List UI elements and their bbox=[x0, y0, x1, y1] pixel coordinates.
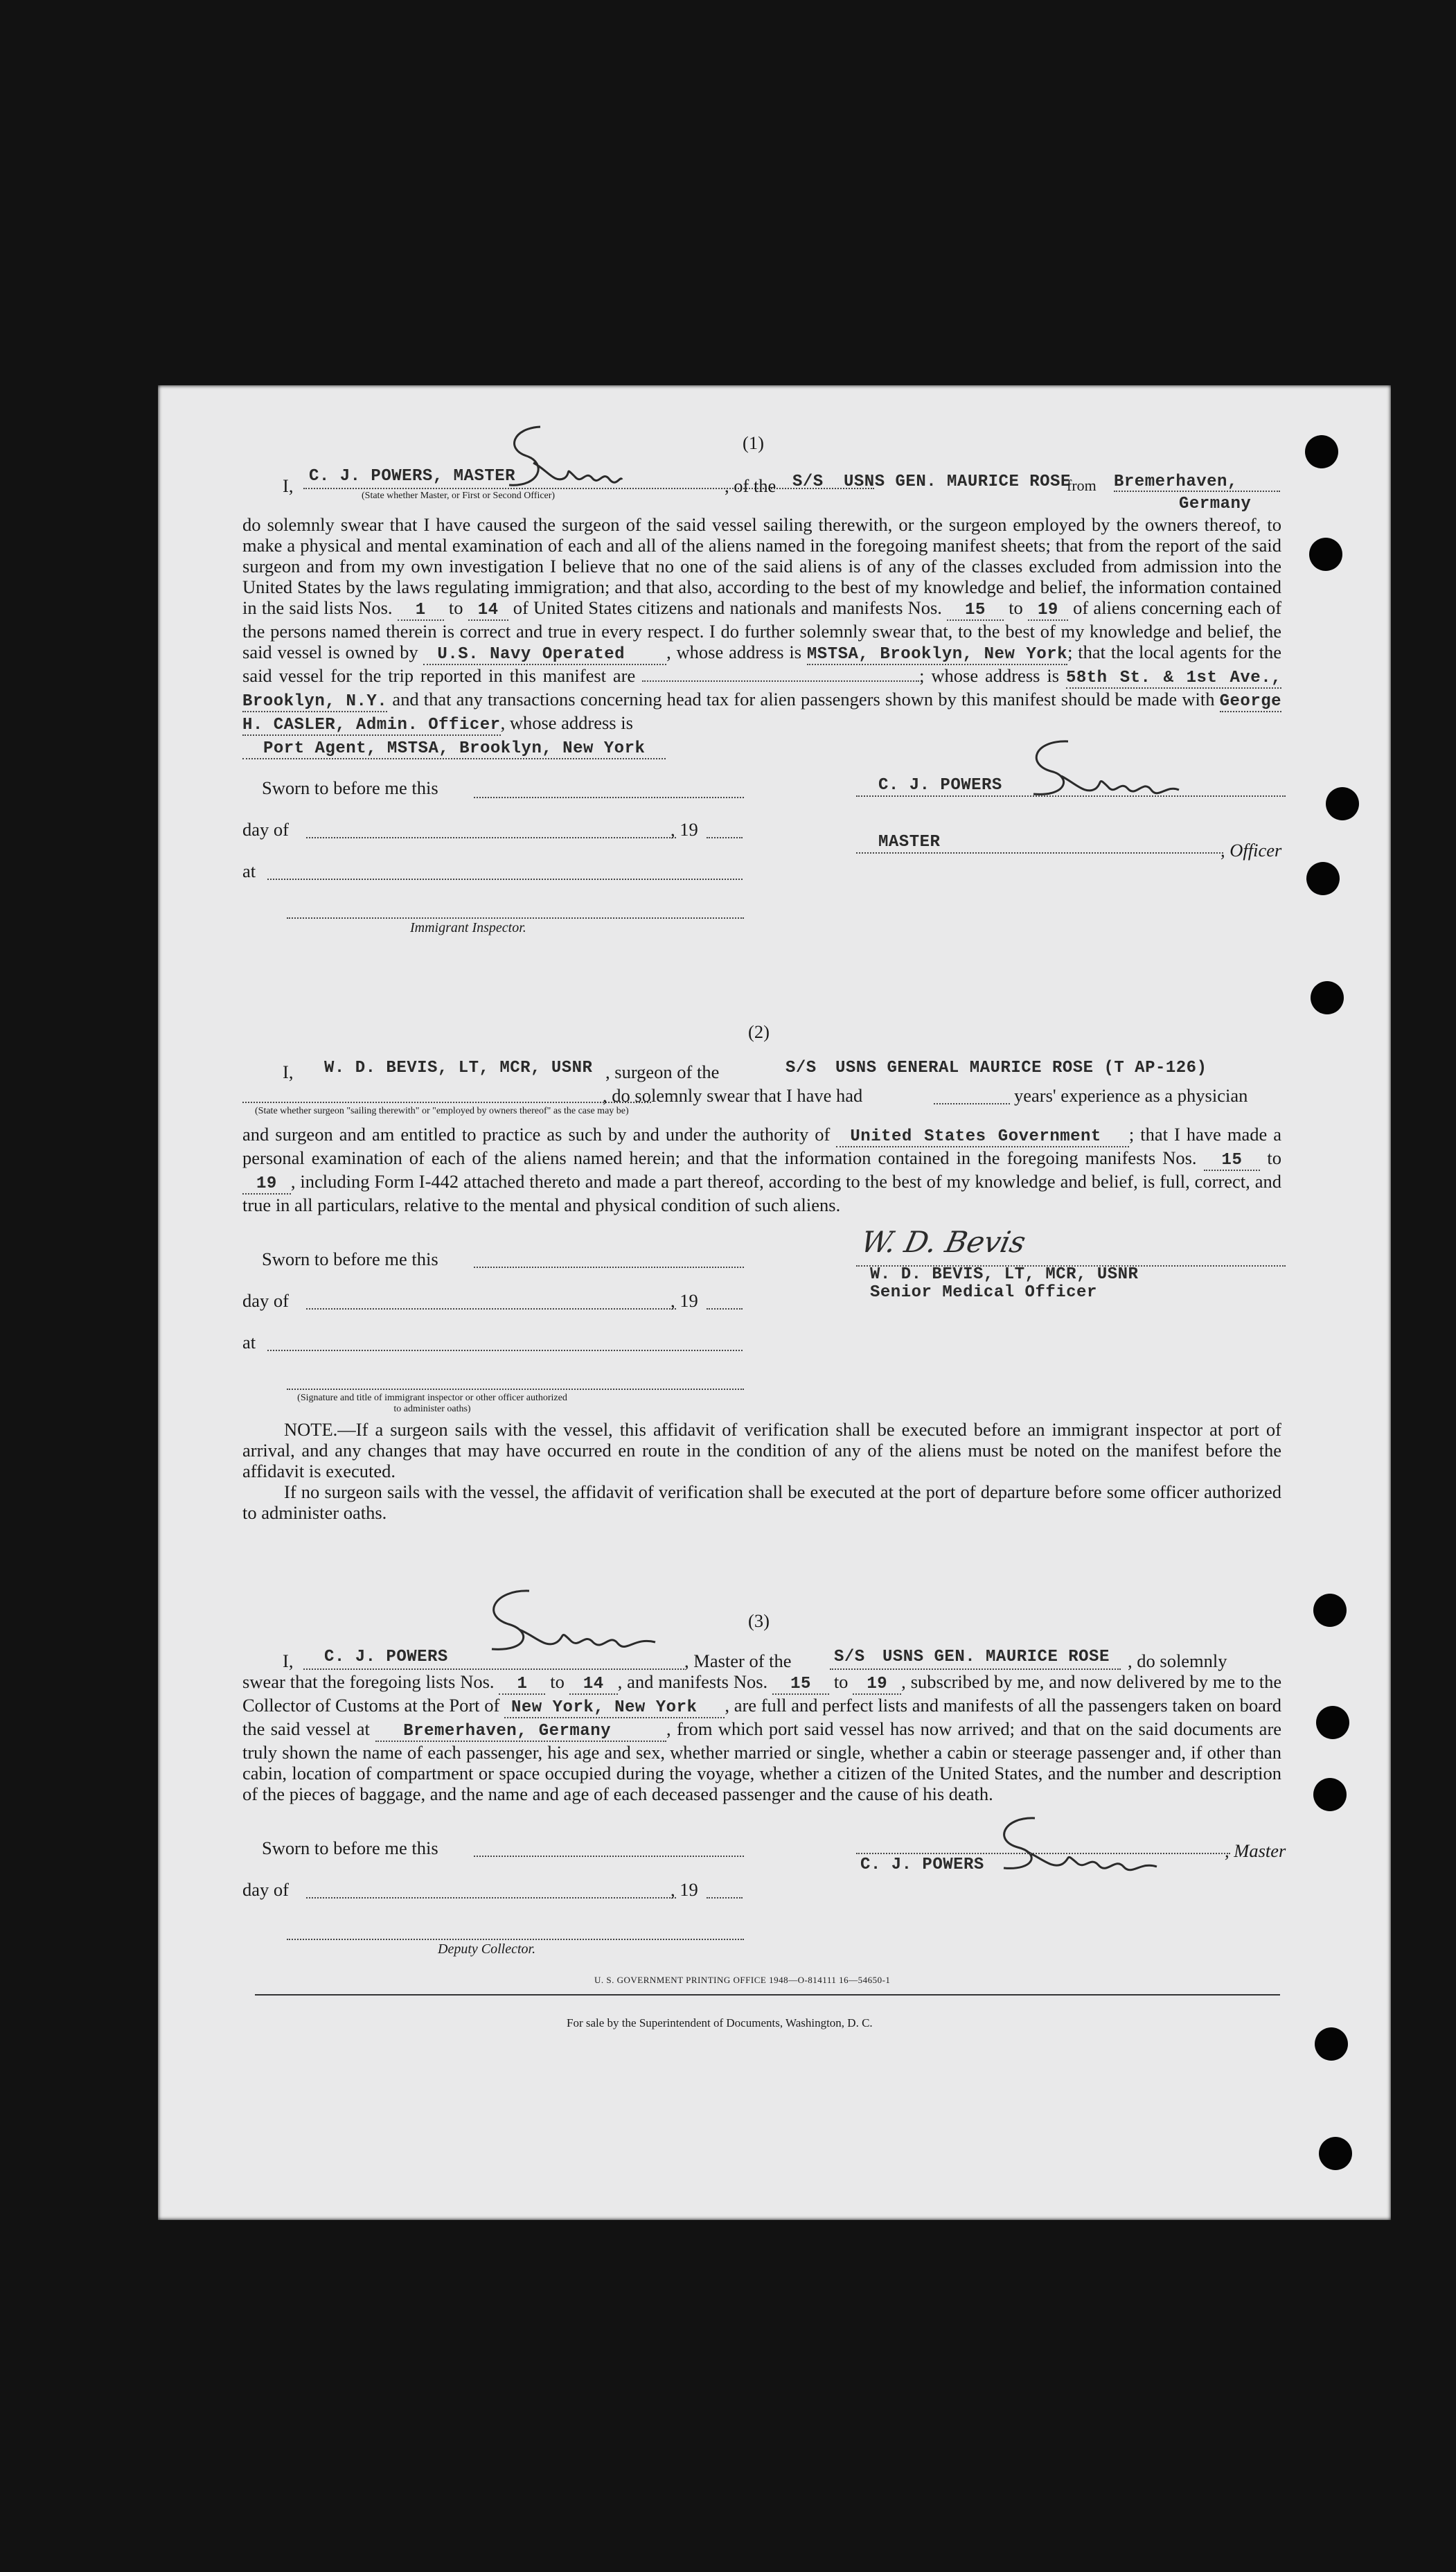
punch-hole bbox=[1311, 981, 1344, 1014]
year-label: , 19 bbox=[671, 1879, 698, 1900]
note-paragraph-1: NOTE.—If a surgeon sails with the vessel, this affidavit of verification shall be executed before an immigrant inspector at port of arrival, and any changes that may have occurred en route in the condition of any of the aliens must be noted on the manifest before the affidavit is executed. bbox=[242, 1419, 1281, 1481]
note-paragraph-2: If no surgeon sails with the vessel, the affidavit of verification shall be executed at the port of departure before some officer authorized to administer oaths. bbox=[242, 1481, 1281, 1523]
blank-line bbox=[474, 797, 744, 798]
label-of-the: , of the bbox=[725, 475, 776, 496]
signature-line bbox=[287, 1939, 744, 1940]
label-i: I, bbox=[283, 475, 294, 496]
master-caption: (State whether Master, or First or Second Officer) bbox=[362, 491, 556, 501]
blank-line bbox=[707, 1897, 743, 1899]
manifests-to: 19 bbox=[1028, 601, 1068, 621]
sale-notice: For sale by the Superintendent of Documents, Washington, D. C. bbox=[567, 2016, 873, 2029]
blank-line bbox=[474, 1267, 744, 1268]
label-master-of-the: , Master of the bbox=[684, 1650, 792, 1671]
day-of-label: day of bbox=[242, 819, 289, 840]
manifests-from: 15 bbox=[947, 601, 1004, 621]
master-label: , Master bbox=[1225, 1840, 1286, 1861]
signature-line bbox=[856, 852, 1223, 854]
taken-at: Bremerhaven, Germany bbox=[375, 1722, 666, 1742]
label-surgeon-of-the: , surgeon of the bbox=[605, 1062, 720, 1082]
blank-line bbox=[267, 1350, 743, 1351]
signer-name: C. J. POWERS bbox=[878, 776, 1002, 795]
day-of-label: day of bbox=[242, 1290, 289, 1311]
day-of-label: day of bbox=[242, 1879, 289, 1900]
gpo-imprint: U. S. GOVERNMENT PRINTING OFFICE 1948—O-814111 16—54650-1 bbox=[594, 1975, 891, 1985]
owner-address: MSTSA, Brooklyn, New York bbox=[806, 645, 1068, 664]
blank-line bbox=[934, 1103, 1010, 1104]
punch-hole bbox=[1316, 1706, 1349, 1739]
punch-hole bbox=[1309, 538, 1342, 571]
sworn-label: Sworn to before me this bbox=[262, 1249, 438, 1269]
ship-prefix: S/S bbox=[785, 1059, 817, 1077]
year-label: , 19 bbox=[671, 1290, 698, 1311]
ship-name: USNS GEN. MAURICE ROSE bbox=[882, 1648, 1110, 1666]
surgeon-title: Senior Medical Officer bbox=[870, 1283, 1097, 1302]
lists-from: 1 bbox=[398, 601, 444, 621]
ship-prefix: S/S bbox=[834, 1648, 865, 1666]
master-signature-final bbox=[986, 1813, 1160, 1875]
section-number: (2) bbox=[748, 1021, 770, 1042]
lists-to: 14 bbox=[468, 601, 508, 621]
sworn-label: Sworn to before me this bbox=[262, 777, 438, 798]
document-sheet bbox=[158, 385, 1391, 2220]
blank-line bbox=[1114, 491, 1280, 492]
blank-line bbox=[707, 1308, 743, 1310]
inspector-caption: (Signature and title of immigrant inspector or other officer authorized to administer oaths) bbox=[297, 1393, 567, 1414]
ship-prefix: S/S bbox=[792, 473, 824, 491]
blank-line bbox=[306, 837, 676, 838]
signer-name: C. J. POWERS bbox=[860, 1856, 984, 1874]
blank-line bbox=[830, 1668, 1121, 1670]
deputy-label: Deputy Collector. bbox=[438, 1941, 536, 1957]
surgeon-caption: (State whether surgeon "sailing therewith" or "employed by owners thereof" as the case may be) bbox=[255, 1106, 629, 1116]
footer-rule bbox=[255, 1994, 1280, 1996]
section-number: (1) bbox=[743, 432, 764, 453]
section2-paragraph: and surgeon and am entitled to practice as such by and under the authority of United States Government ; that I have made a personal examination of each of the aliens named herein; and that the information contained in the foregoing manifests Nos. 15 to 19 , including Form I-442 attached thereto and made a part thereof, according to the best of my knowledge and belief, is full, correct, and true in all particulars, relative to the mental and physical condition of such aliens. bbox=[242, 1124, 1282, 1215]
ship-name: USNS GEN. MAURICE ROSE bbox=[844, 473, 1071, 491]
agent-address: 58th St. & 1st Ave., Brooklyn, N.Y. bbox=[242, 669, 1282, 711]
manifests-to: 19 bbox=[853, 1675, 901, 1695]
signature-line bbox=[287, 1389, 744, 1390]
section-number: (3) bbox=[748, 1610, 770, 1631]
lists-from: 1 bbox=[499, 1675, 545, 1695]
at-label: at bbox=[242, 861, 256, 881]
solemnly-label: , do solemnly swear that I have had bbox=[603, 1085, 863, 1106]
at-label: at bbox=[242, 1332, 256, 1353]
punch-hole bbox=[1306, 862, 1340, 895]
surgeon-signature: W. D. Bevis bbox=[858, 1225, 1029, 1259]
solemnly-label: , do solemnly bbox=[1128, 1650, 1227, 1671]
blank-line bbox=[267, 879, 743, 880]
authority: United States Government bbox=[836, 1127, 1128, 1147]
punch-hole bbox=[1315, 2027, 1348, 2061]
punch-hole bbox=[1313, 1778, 1347, 1811]
from-country: Germany bbox=[1179, 495, 1252, 513]
surgeon-signer: W. D. BEVIS, LT, MCR, USNR bbox=[870, 1265, 1139, 1284]
surgeon-name: W. D. BEVIS, LT, MCR, USNR bbox=[324, 1059, 593, 1077]
blank-line bbox=[242, 1102, 651, 1103]
manifests-from: 15 bbox=[1204, 1151, 1261, 1171]
master-signature bbox=[474, 1584, 661, 1660]
punch-hole bbox=[1305, 435, 1338, 468]
master-name: C. J. POWERS, MASTER bbox=[309, 467, 516, 486]
blank-line bbox=[306, 1308, 676, 1310]
blank-line bbox=[303, 1668, 684, 1670]
port: New York, New York bbox=[504, 1698, 725, 1718]
from-port: Bremerhaven, bbox=[1114, 473, 1238, 491]
inspector-label: Immigrant Inspector. bbox=[410, 920, 526, 935]
signature-line bbox=[287, 917, 744, 919]
punch-hole bbox=[1319, 2137, 1352, 2170]
master-signature bbox=[499, 421, 623, 497]
signer-title: MASTER bbox=[878, 833, 941, 852]
punch-hole bbox=[1326, 787, 1359, 820]
signer-signature bbox=[1020, 733, 1186, 802]
manifests-from: 15 bbox=[772, 1675, 829, 1695]
tax-agent-address: Port Agent, MSTSA, Brooklyn, New York bbox=[242, 739, 666, 759]
year-label: , 19 bbox=[671, 819, 698, 840]
master-name: C. J. POWERS bbox=[324, 1648, 448, 1666]
owner: U.S. Navy Operated bbox=[423, 645, 666, 665]
sworn-label: Sworn to before me this bbox=[262, 1838, 438, 1858]
punch-hole bbox=[1313, 1594, 1347, 1627]
signature-line bbox=[856, 1853, 1230, 1854]
blank-line bbox=[474, 1856, 744, 1857]
tax-agent: George H. CASLER, Admin. Officer bbox=[242, 692, 1282, 734]
section3-paragraph: swear that the foregoing lists Nos. 1 to 14 , and manifests Nos. 15 to 19 , subscribed by me, and now delivered by me to the Collector of Customs at the Port of New York, New York , are full and perfect lists and manifests of all the passengers taken on board the said vessel at Bremerhaven, Germany , from which port said vessel has now arrived; and that on the said documents are truly shown the name of each passenger, his age and sex, whether married or single, whether a cabin or steerage passenger and, if other than cabin, location of compartment or space occupied during the voyage, whether a citizen of the United States, and the number and description of the pieces of baggage, and the name and age of each deceased passenger and the cause of his death. bbox=[242, 1671, 1282, 1804]
blank-line bbox=[707, 837, 743, 838]
label-i: I, bbox=[283, 1650, 294, 1671]
years-label: years' experience as a physician bbox=[1014, 1085, 1248, 1106]
section1-paragraph-a: do solemnly swear that I have caused the surgeon of the said vessel sailing therewith, or the surgeon employed by the owners thereof, to make a physical and mental examination of each and all of the aliens named in the foregoing manifest sheets; that from the report of the said surgeon and from my own investigation I believe that no one of the said aliens is of any of the classes excluded from admission into the United States by the laws regulating immigration; and that also, according to the best of my knowledge and belief, the information contained in the said lists Nos. 1 to 14 of United States citizens and nationals and manifests Nos. 15 to 19 of aliens concerning each of the persons named therein is correct and true in every respect. I do further solemnly swear that, to the best of my knowledge and belief, the said vessel is owned by U.S. Navy Operated , whose address is MSTSA, Brooklyn, New York; that the local agents for the said vessel for the trip reported in this manifest are ; whose address is 58th St. & 1st Ave., Brooklyn, N.Y. and that any transactions concerning head tax for alien passengers shown by this manifest should be made with George H. CASLER, Admin. Officer, whose address is Port Agent, MSTSA, Brooklyn, New York bbox=[242, 514, 1282, 758]
label-i: I, bbox=[283, 1062, 294, 1082]
ship-name: USNS GENERAL MAURICE ROSE (T AP-126) bbox=[835, 1059, 1207, 1077]
manifests-to: 19 bbox=[242, 1174, 291, 1195]
officer-label: , Officer bbox=[1220, 840, 1282, 861]
lists-to: 14 bbox=[569, 1675, 618, 1695]
blank-line bbox=[306, 1897, 676, 1899]
label-from: from bbox=[1067, 477, 1097, 494]
